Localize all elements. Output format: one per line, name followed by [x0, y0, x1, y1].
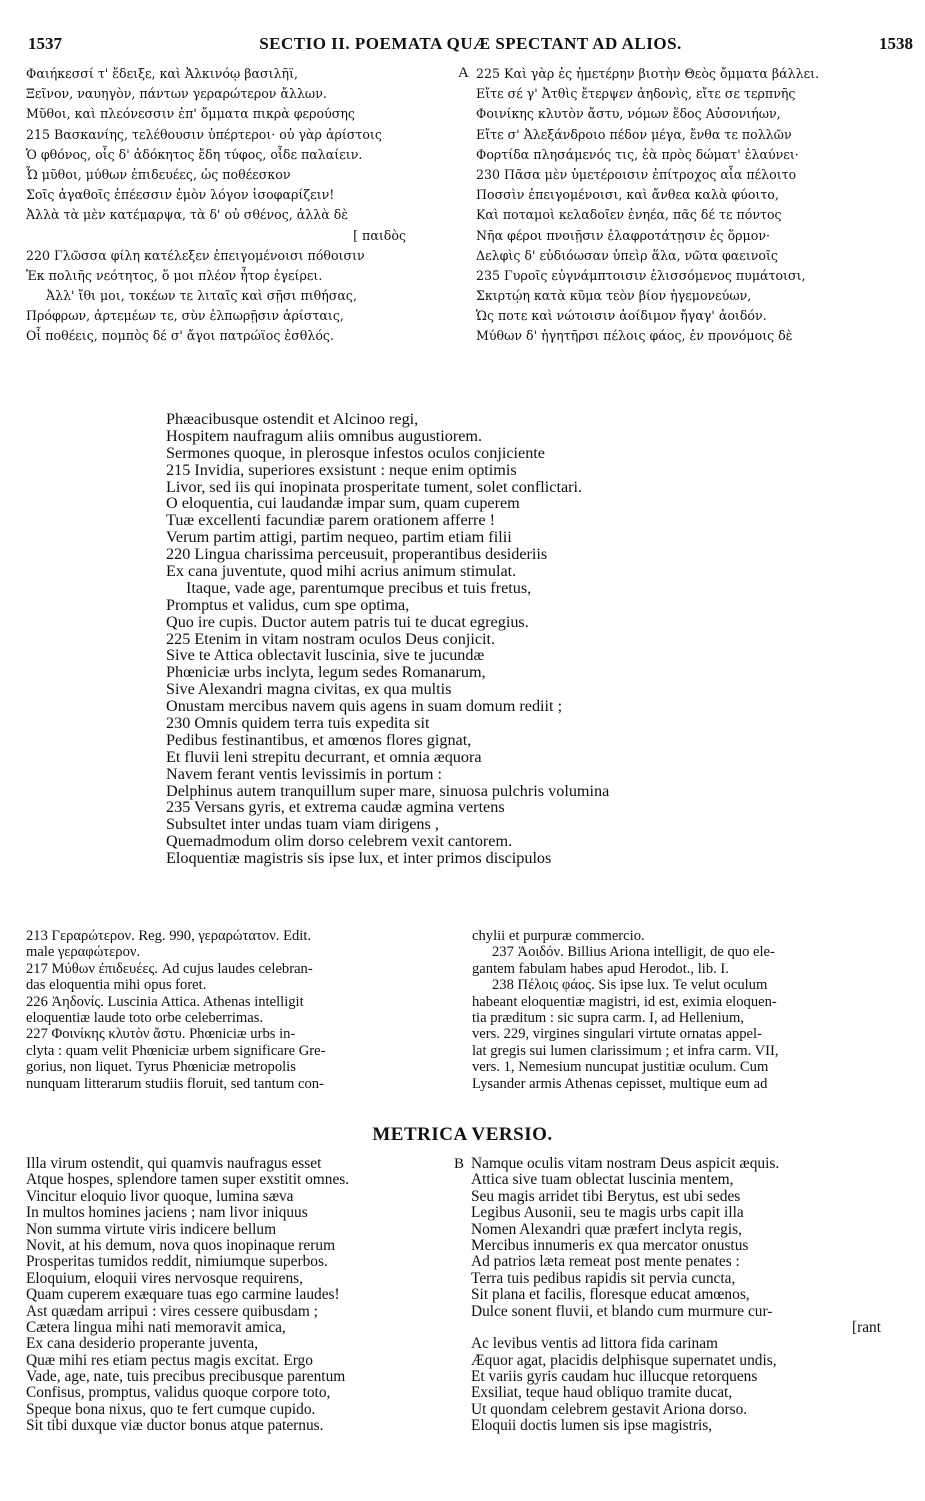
greek-line: Μῦθοι, καὶ πλεόνεσσιν ἐπ' ὄμματα πικρὰ φερούσης [26, 106, 355, 122]
greek-line [458, 64, 906, 84]
latin-translation [166, 411, 766, 867]
greek-line: Καὶ ποταμοὶ κελαδοῖεν ἐνηέα, πᾶς δέ τε πόντος [476, 207, 782, 223]
greek-line: Πρόφρων, ἀρτεμέων τε, σὺν ἐλπωρῇσιν ἀρίσταις, [26, 308, 344, 324]
footnote-line: Lysander armis Athenas cepisset, multique eum ad [472, 1075, 768, 1092]
greek-line: 230 Πᾶσα μὲν ὑμετέροισιν ἐπίτροχος αἶα πέλοιτο [476, 166, 797, 182]
greek-line: 215 Βασκανίης, τελέθουσιν ὑπέρτεροι· οὐ γὰρ ἀρίστοις [26, 126, 382, 142]
page-number-right: 1538 [879, 34, 913, 53]
footnote-line: 217 Μύθων ἐπιδευέες. Ad cujus laudes celebran- [26, 960, 313, 977]
section-heading-metrica-versio: METRICA VERSIO. [372, 1124, 553, 1145]
greek-line-runover: [ παιδὸς [353, 227, 406, 243]
latin-line: Sermones quoque, in plerosque infestos oculos conjiciente [166, 443, 545, 462]
verse-line: Eloquii doctis lumen sis ipse magistris, [471, 1417, 713, 1435]
verse-line: Vincitur eloquio livor quoque, lumina sæva [26, 1187, 294, 1205]
verse-line: Et variis gyris caudam huc illucque retorquens [471, 1368, 758, 1386]
greek-line: Εἴτε σ' Ἀλεξάνδροιο πέδον μέγα, ἔνθα τε πολλῶν [476, 126, 792, 142]
greek-line: 220 Γλῶσσα φίλη κατέλεξεν ἐπειγομένοισι πόθοισιν [26, 247, 365, 263]
footnote-line: chylii et purpuræ commercio. [472, 928, 645, 944]
verse-line: Æquor agat, placidis delphisque supernatet undis, [471, 1351, 777, 1369]
greek-line: Φορτίδα πλησάμενός τις, ἑὰ πρὸς δώματ' ἐλαύνει· [476, 146, 799, 162]
verse-line: Atque hospes, splendore tamen super exstitit omnes. [26, 1171, 350, 1189]
margin-letter-a: A [458, 65, 469, 81]
verse-line-runover: [rant [851, 1318, 881, 1336]
latin-line: 230 Omnis quidem terra tuis expedita sit [166, 714, 430, 733]
latin-line: Phæacibusque ostendit et Alcinoo regi, [166, 410, 419, 428]
latin-line: Onustam mercibus navem quis agens in suam domum rediit ; [166, 697, 563, 716]
verse-line: Eloquium, eloquii vires nervosque requirens, [26, 1269, 303, 1287]
page-number-left: 1537 [28, 34, 62, 53]
latin-line: 215 Invidia, superiores exsistunt : neque enim optimis [166, 460, 517, 479]
latin-line: Et fluvii leni strepitu decurrant, et omnia æquora [166, 747, 482, 766]
footnote-line: clyta : quam velit Phœniciæ urbem significare Gre- [26, 1042, 326, 1059]
greek-line: Φοινίκης κλυτὸν ἄστυ, νόμων ἕδος Αὐσονιήων, [476, 106, 781, 122]
verse-line: Seu magis arridet tibi Berytus, est ubi sedes [471, 1187, 741, 1205]
latin-line: Sive Alexandri magna civitas, ex qua multis [166, 680, 452, 699]
greek-line: Ξεῖνον, ναυηγὸν, πάντων γεραρώτερον ἄλλων. [26, 86, 327, 102]
latin-line: Delphinus autem tranquillum super mare, sinuosa pulchris volumina [166, 781, 610, 800]
footnote-line: habeant eloquentiæ magistri, id est, eximia eloquen- [472, 993, 777, 1010]
verse-line: Prosperitas tumidos reddit, nimiumque superbos. [26, 1253, 328, 1271]
latin-line: Navem ferant ventis levissimis in portum : [166, 764, 443, 783]
latin-line: 235 Versans gyris, et extrema caudæ agmina vertens [166, 798, 505, 817]
footnote-line: vers. 1, Nemesium nuncupat justitiæ oculum. Cum [472, 1059, 769, 1076]
verse-line: Cætera lingua mihi nati memoravit amica, [26, 1318, 286, 1336]
footnote-line: eloquentiæ laude toto orbe celeberrimas. [26, 1009, 264, 1026]
footnote-line: lat gregis sui lumen clarissimum ; et infra carm. VII, [472, 1042, 779, 1059]
greek-line: Ἐκ πολιῆς νεότητος, ὅ μοι πλέον ἦτορ ἐγείρει. [26, 267, 323, 283]
latin-line: Eloquentiæ magistris sis ipse lux, et inter primos discipulos [166, 849, 552, 868]
latin-line: Livor, sed iis qui inopinata prosperitate tument, solet conflictari. [166, 477, 583, 496]
greek-line: 235 Γυροῖς εὐγνάμπτοισιν ἑλισσόμενος πυμάτοισι, [476, 267, 806, 283]
footnote-line: 213 Γεραρώτερον. Reg. 990, γεραρώτατον. Edit. [26, 928, 312, 944]
greek-line: Δελφὶς δ' εὐδιόωσαν ὑπεὶρ ἅλα, νῶτα φαεινοῖς [476, 247, 778, 263]
verse-line: Legibus Ausonii, seu te magis urbs capit illa [471, 1204, 744, 1222]
metrica-versio-left-column [26, 1156, 456, 1435]
latin-line: Sive te Attica oblectavit luscinia, sive te jucundæ [166, 646, 485, 665]
latin-line: Phœniciæ urbs inclyta, legum sedes Romanarum, [166, 663, 486, 682]
latin-line: Hospitem naufragum aliis omnibus augustiorem. [166, 426, 483, 445]
footnote-line: gorius, non liquet. Tyrus Phœniciæ metropolis [26, 1059, 296, 1076]
verse-line: Speque bona nixus, quo te fert cumque cupido. [26, 1400, 316, 1418]
latin-line: Verum partim attigi, partim nequeo, partim etiam filii [166, 528, 512, 547]
verse-line: Vade, age, nate, tuis precibus precibusque parentum [26, 1368, 346, 1386]
greek-line-text: 225 Καὶ γὰρ ἐς ἡμετέρην βιοτὴν Θεὸς ὄμματα βάλλει. [476, 66, 820, 81]
verse-line: Ast quædam arripui : vires cessere quibusdam ; [26, 1302, 318, 1320]
greek-line: Σοῖς ἀγαθοῖς ἐπέεσσιν ἐμὸν λόγον ἰσοφαρίζειν! [26, 187, 335, 203]
verse-line: Ac levibus ventis ad littora fida carinam [471, 1335, 719, 1353]
metrica-versio-right-column [471, 1156, 911, 1435]
running-header [28, 34, 913, 58]
footnote-line: das eloquentia mihi opus foret. [26, 977, 207, 994]
footnote-line: 227 Φοινίκης κλυτὸν ἄστυ. Phœniciæ urbs in- [26, 1026, 296, 1043]
greek-line: Ποσσὶν ἐπειγομένοισι, καὶ ἄνθεα καλὰ φύοιτο, [476, 187, 779, 203]
greek-line: Ἀλλ' ἴθι μοι, τοκέων τε λιταῖς καὶ σῇσι πιθήσας, [46, 288, 357, 304]
verse-line: Terra tuis pedibus rapidis sit pervia cuncta, [471, 1269, 736, 1287]
margin-letter-b: B [454, 1156, 465, 1172]
verse-line: Mercibus innumeris ex qua mercator onustus [471, 1236, 749, 1254]
greek-line: Μύθων δ' ἡγητῆρσι πέλοις φάος, ἐν προνόμοις δὲ [476, 328, 793, 344]
greek-line: Εἴτε σέ γ' Ἀτθὶς ἔτερψεν ἀηδονὶς, εἴτε σε τερπνῆς [476, 86, 796, 102]
verse-line: Attica sive tuam oblectat luscinia mentem, [471, 1171, 734, 1189]
latin-line: Ex cana juventute, quod mihi acrius animum stimulat. [166, 562, 517, 581]
latin-line: Tuæ excellenti facundiæ parem orationem afferre ! [166, 511, 496, 530]
latin-line: Pedibus festinantibus, et amœnos flores gignat, [166, 730, 472, 749]
verse-line: Sit plana et facilis, floresque educat amœnos, [471, 1286, 750, 1304]
running-title: SECTIO II. POEMATA QUÆ SPECTANT AD ALIOS. [259, 34, 682, 53]
verse-line: Ut quondam celebrem gestavit Ariona dorso. [471, 1400, 748, 1418]
footnote-line: nunquam litterarum studiis floruit, sed tantum con- [26, 1075, 324, 1092]
greek-line: Σκιρτῴη κατὰ κῦμα τεὸν βίον ἡγεμονεύων, [476, 288, 752, 304]
verse-line: Quæ mihi res etiam pectus magis excitat. Ergo [26, 1351, 313, 1369]
footnotes-left-column [26, 928, 461, 1092]
footnote-line: vers. 229, virgines singulari virtute ornatas appel- [472, 1026, 762, 1043]
verse-line: Ad patrios læta remeat post mente penates : [471, 1253, 740, 1271]
latin-line: Promptus et validus, cum spe optima, [166, 595, 410, 614]
footnote-line: 238 Πέλοις φάος. Sis ipse lux. Te velut oculum [492, 977, 768, 994]
verse-line: Nomen Alexandri quæ præfert inclyta regis, [471, 1220, 742, 1238]
latin-line: Quo ire cupis. Ductor autem patris tui te ducat egregius. [166, 612, 529, 631]
footnote-line: gantem fabulam habes apud Herodot., lib. I. [472, 960, 729, 977]
greek-line: Ἀλλὰ τὰ μὲν κατέμαρψα, τὰ δ' οὐ σθένος, ἀλλὰ δὲ [26, 207, 349, 223]
footnote-line: male γεραφώτερον. [26, 944, 141, 961]
latin-line: O eloquentia, cui laudandæ impar sum, quam cuperem [166, 494, 520, 513]
greek-line: Νῆα φέροι πνοιῇσιν ἐλαφροτάτῃσιν ἐς ὅρμον· [476, 227, 770, 243]
verse-line: Non summa virtute viris indicere bellum [26, 1220, 277, 1238]
verse-line: Exsiliat, teque haud obliquo tramite ducat, [471, 1384, 733, 1402]
latin-line: 220 Lingua charissima perceusuit, properantibus desideriis [166, 545, 548, 564]
verse-line: In multos homines jaciens ; nam livor iniquus [26, 1204, 308, 1222]
verse-line: Confisus, promptus, validus quoque corpore toto, [26, 1384, 331, 1402]
latin-line: Itaque, vade age, parentumque precibus et tuis fretus, [186, 578, 532, 597]
greek-text-left-column [26, 64, 466, 347]
greek-line: Φαιήκεσσί τ' ἔδειξε, καὶ Ἀλκινόῳ βασιλῆϊ, [26, 66, 299, 81]
greek-line: Ὦ μῦθοι, μύθων ἐπιδευέες, ὡς ποθέεσκον [26, 166, 291, 182]
verse-line: Illa virum ostendit, qui quamvis naufragus esset [26, 1155, 322, 1172]
footnote-line: 226 Ἀηδονίς. Luscinia Attica. Athenas intelligit [26, 993, 304, 1010]
verse-line: Novit, at his demum, nova quos inopinaque rerum [26, 1236, 336, 1254]
greek-line: Ὡς ποτε καὶ νώτοισιν ἀοίδιμον ἤγαγ' ἀοιδόν. [476, 308, 767, 324]
greek-text-right-column [458, 64, 906, 347]
latin-line: Quemadmodum olim dorso celebrem vexit cantorem. [166, 832, 513, 851]
verse-line: Namque oculis vitam nostram Deus aspicit æquis. [471, 1155, 780, 1172]
latin-line: 225 Etenim in vitam nostram oculos Deus conjicit. [166, 629, 496, 648]
verse-line: Ex cana desiderio properante juventa, [26, 1335, 259, 1353]
latin-line: Subsultet inter undas tuam viam dirigens , [166, 815, 439, 834]
footnotes-right-column [472, 928, 912, 1092]
verse-line: Quam cuperem exæquare tuas ego carmine laudes! [26, 1286, 340, 1304]
greek-line: Οἷ ποθέεις, πομπὸς δέ σ' ἄγοι πατρώϊος ἐσθλός. [26, 328, 334, 344]
footnote-line: 237 Ἀοιδόν. Billius Ariona intelligit, de quo ele- [492, 944, 775, 961]
greek-line: Ὁ φθόνος, οἷς δ' ἀδόκητος ἔδη τύφος, οἶδε παλαίειν. [26, 146, 363, 162]
verse-line: Sit tibi duxque viæ ductor bonus atque paternus. [26, 1417, 324, 1435]
footnote-line: tia præditum : sic supra carm. I, ad Hellenium, [472, 1009, 744, 1026]
verse-line: Dulce sonent fluvii, et blando cum murmure cur- [471, 1302, 773, 1320]
